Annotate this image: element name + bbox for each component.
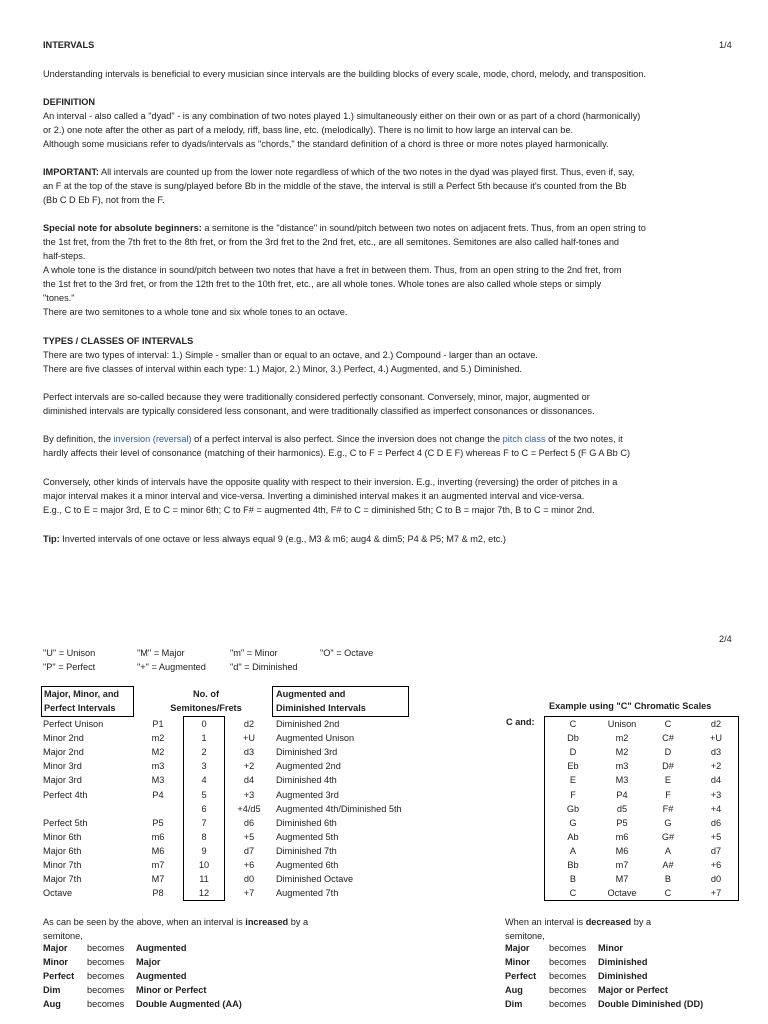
- interval-name: Octave: [43, 888, 73, 899]
- becomes-text: becomes: [87, 971, 125, 981]
- result-class: Diminished: [598, 957, 648, 967]
- aug-dim-abbr: +5: [243, 831, 255, 842]
- aug-dim-name: Augmented Unison: [276, 733, 355, 744]
- table-row: [0, 759, 768, 773]
- becomes-text: becomes: [87, 943, 125, 953]
- note-enharmonic: C: [664, 719, 672, 729]
- semitone-count: 8: [201, 831, 207, 842]
- semitone-count: 5: [201, 789, 207, 800]
- interval-name: Major 7th: [43, 874, 82, 885]
- interval-label: M6: [615, 845, 629, 856]
- aug-dim-name: Diminished 2nd: [276, 719, 340, 729]
- conversely-paragraph: Conversely, other kinds of intervals have the opposite quality with respect to their inversion. E.g., inverting (reversing) the order of pitches in a major interval makes it a minor interval and vice-versa. Inverting a diminished interval makes it an augmented interval and vice-versa. E.g., C to E = major 3rd, E to C = minor 6th; C to F# = augmented 4th, F# to C = diminished 5th; C to B = major 7th, B to C = minor 2nd.: [43, 477, 618, 515]
- semitone-count: 9: [201, 845, 207, 856]
- interval-abbr: M3: [151, 775, 165, 786]
- interval-abbr-alt: +5: [710, 831, 722, 842]
- definition-heading: DEFINITION: [43, 97, 96, 107]
- legend-item: "U" = Unison: [43, 648, 96, 658]
- interval-name: Major 3rd: [43, 775, 82, 786]
- table-row: [0, 745, 768, 759]
- definition-section: [43, 95, 733, 151]
- interval-label: m2: [615, 733, 629, 744]
- interval-abbr-alt: d6: [710, 817, 722, 828]
- example-heading: Example using "C" Chromatic Scales: [549, 701, 712, 711]
- page-title: INTERVALS: [43, 40, 95, 50]
- interval-label: m6: [615, 831, 629, 842]
- aug-dim-abbr: d3: [243, 747, 255, 758]
- semitone-count: 7: [201, 817, 207, 828]
- interval-abbr: P5: [152, 817, 164, 828]
- interval-label: m7: [615, 860, 629, 870]
- becomes-text: becomes: [549, 999, 587, 1009]
- interval-name: Minor 3rd: [43, 761, 82, 772]
- types-section: TYPES / CLASSES OF INTERVALS There are two types of interval: 1.) Simple - smaller than or equal to an octave, and 2.) Compound - larger than an octave. There are five classes of interval within each type: 1.) Major, 2.) Minor, 3.) Perfect, 4.) Augmented, and 5.) Diminished.: [43, 334, 733, 376]
- note-chromatic: A: [569, 845, 577, 856]
- note-enharmonic: C#: [662, 733, 674, 744]
- aug-dim-abbr: +7: [243, 888, 255, 899]
- interval-label: M2: [615, 747, 629, 758]
- semitone-count: 6: [201, 803, 207, 814]
- interval-name: Perfect Unison: [43, 719, 104, 729]
- table-row: [0, 816, 768, 830]
- interval-class: Aug: [43, 999, 61, 1009]
- definition-line: An interval - also called a "dyad" - is any combination of two notes played 1.) simultaneously either on their own or as part of a chord (harmonically): [43, 111, 641, 121]
- legend-item: "M" = Major: [137, 648, 185, 658]
- note-chromatic: Gb: [566, 803, 580, 814]
- note-chromatic: Ab: [567, 831, 579, 842]
- aug-dim-name: Augmented 5th: [276, 831, 339, 842]
- interval-class: Dim: [505, 999, 523, 1009]
- c-and-label: C and:: [506, 717, 535, 727]
- note-chromatic: Bb: [567, 860, 579, 870]
- interval-label: Octave: [607, 888, 637, 899]
- note-chromatic: F: [570, 789, 576, 800]
- interval-abbr-alt: d4: [710, 775, 722, 786]
- result-class: Major or Perfect: [598, 985, 668, 995]
- becomes-text: becomes: [549, 957, 587, 967]
- aug-dim-name: Augmented 2nd: [276, 761, 341, 772]
- result-class: Double Augmented (AA): [136, 999, 242, 1009]
- interval-label: Unison: [607, 719, 637, 729]
- legend-item: "d" = Diminished: [230, 662, 298, 672]
- interval-label: P5: [616, 817, 628, 828]
- interval-abbr: m2: [151, 733, 165, 744]
- pitch-class-link[interactable]: pitch class: [502, 434, 546, 444]
- table-row: [0, 830, 768, 844]
- note-enharmonic: E: [664, 775, 672, 786]
- interval-class: Aug: [505, 985, 523, 995]
- interval-class: Minor: [505, 957, 531, 967]
- header-right: Augmented and Diminished Intervals: [276, 689, 366, 713]
- types-heading: TYPES / CLASSES OF INTERVALS: [43, 336, 194, 346]
- table-row: [0, 886, 768, 900]
- interval-class: Perfect: [43, 971, 75, 981]
- aug-dim-abbr: d7: [243, 845, 255, 856]
- interval-name: Major 2nd: [43, 747, 84, 758]
- definition-line: or 2.) one note after the other as part of a melody, riff, bass line, etc. (melodically). There is no limit to how large an interval can be.: [43, 125, 574, 135]
- result-class: Augmented: [136, 943, 187, 953]
- interval-abbr-alt: d7: [710, 845, 722, 856]
- aug-dim-name: Diminished 4th: [276, 775, 337, 786]
- interval-abbr-alt: d0: [710, 874, 722, 885]
- semitone-count: 1: [201, 733, 207, 744]
- interval-abbr-alt: +U: [709, 733, 722, 744]
- note-enharmonic: D: [664, 747, 672, 758]
- becomes-text: becomes: [87, 999, 125, 1009]
- note-enharmonic: A#: [662, 860, 674, 870]
- decreased-intro: When an interval is decreased by a semitone,: [505, 917, 652, 941]
- becomes-text: becomes: [87, 985, 125, 995]
- table-row: [0, 788, 768, 802]
- important-section: IMPORTANT: All intervals are counted up from the lower note regardless of which of the two notes in the dyad was played first. Thus, even if, say, an F at the top of the stave is sung/played before Bb in the middle of the stave, the interval is still a Perfect 5th because it's counted from the Bb (Bb C D Eb F), not from the F.: [43, 167, 635, 205]
- semitone-count: 10: [198, 860, 210, 870]
- legend-item: "+" = Augmented: [137, 662, 206, 672]
- result-class: Minor: [598, 943, 624, 953]
- aug-dim-name: Diminished Octave: [276, 874, 354, 885]
- aug-dim-name: Augmented 3rd: [276, 789, 339, 800]
- result-class: Double Diminished (DD): [598, 999, 704, 1009]
- interval-abbr-alt: d2: [710, 719, 722, 729]
- interval-abbr: M7: [151, 874, 165, 885]
- result-class: Major: [136, 957, 161, 967]
- table-row: [0, 872, 768, 886]
- interval-label: P4: [616, 789, 628, 800]
- interval-class: Dim: [43, 985, 61, 995]
- becomes-text: becomes: [549, 943, 587, 953]
- result-class: Minor or Perfect: [136, 985, 207, 995]
- interval-label: M3: [615, 775, 629, 786]
- legend-item: "P" = Perfect: [43, 662, 96, 672]
- semitone-count: 4: [201, 775, 207, 786]
- interval-abbr-alt: +2: [710, 761, 722, 772]
- interval-label: m3: [615, 761, 629, 772]
- interval-label: M7: [615, 874, 629, 885]
- intro-paragraph: Understanding intervals is beneficial to every musician since intervals are the building blocks of every scale, mode, chord, melody, and transposition.: [43, 69, 646, 79]
- interval-abbr: P8: [152, 888, 164, 899]
- note-enharmonic: A: [664, 845, 672, 856]
- aug-dim-name: Diminished 6th: [276, 817, 337, 828]
- table-row: [0, 731, 768, 745]
- legend-item: "m" = Minor: [230, 648, 278, 658]
- interval-name: Perfect 5th: [43, 817, 88, 828]
- semitone-count: 12: [198, 888, 210, 899]
- note-enharmonic: D#: [662, 761, 674, 772]
- inversion-paragraph: By definition, the inversion (reversal) of a perfect interval is also perfect. Since the inversion does not change the pitch class of the two notes, it hardly affects their level of consonance (matching of their harmonics). E.g., C to F = Perfect 4 (C D E F) whereas F to C = Perfect 5 (F G A Bb C): [43, 434, 631, 458]
- aug-dim-name: Diminished 7th: [276, 845, 337, 856]
- aug-dim-name: Diminished 3rd: [276, 747, 338, 758]
- increased-intro: As can be seen by the above, when an interval is increased by a semitone,: [43, 917, 309, 941]
- note-enharmonic: F: [665, 789, 671, 800]
- becomes-text: becomes: [87, 957, 125, 967]
- note-enharmonic: F#: [662, 803, 674, 814]
- interval-abbr-alt: +3: [710, 789, 722, 800]
- interval-class: Perfect: [505, 971, 537, 981]
- semitone-count: 0: [201, 719, 207, 729]
- note-enharmonic: B: [664, 874, 672, 885]
- header-left: Major, Minor, and Perfect Intervals: [44, 689, 120, 713]
- note-chromatic: Db: [567, 733, 579, 744]
- aug-dim-name: Augmented 7th: [276, 888, 339, 899]
- interval-name: Minor 7th: [43, 860, 82, 870]
- note-chromatic: D: [569, 747, 577, 758]
- table-row: [0, 717, 768, 731]
- aug-dim-abbr: +U: [242, 733, 255, 744]
- beginners-label: Special note for absolute beginners:: [43, 223, 202, 233]
- semitone-count: 2: [201, 747, 207, 758]
- interval-class: Major: [505, 943, 530, 953]
- aug-dim-abbr: +4/d5: [237, 803, 261, 814]
- result-class: Diminished: [598, 971, 648, 981]
- interval-abbr-alt: +6: [710, 860, 722, 870]
- aug-dim-abbr: +3: [243, 789, 255, 800]
- note-chromatic: G: [569, 817, 577, 828]
- note-enharmonic: G: [664, 817, 672, 828]
- table-row: [0, 858, 768, 872]
- interval-name: Minor 2nd: [43, 733, 84, 744]
- semitone-count: 11: [199, 874, 209, 885]
- interval-name: Perfect 4th: [43, 789, 88, 800]
- definition-line: Although some musicians refer to dyads/intervals as "chords," the standard definition of a chord is three or more notes played harmonically.: [43, 139, 609, 149]
- interval-abbr: P4: [152, 789, 164, 800]
- interval-name: Minor 6th: [43, 831, 82, 842]
- interval-abbr-alt: +4: [710, 803, 722, 814]
- interval-abbr: M2: [151, 747, 165, 758]
- aug-dim-name: Augmented 4th/Diminished 5th: [276, 803, 402, 814]
- semitone-count: 3: [201, 761, 207, 772]
- aug-dim-abbr: d0: [243, 874, 255, 885]
- aug-dim-abbr: +6: [243, 860, 255, 870]
- aug-dim-abbr: d4: [243, 775, 255, 786]
- interval-abbr: m6: [151, 831, 165, 842]
- interval-class: Major: [43, 943, 68, 953]
- tip-label: Tip:: [43, 534, 60, 544]
- becomes-text: becomes: [549, 971, 587, 981]
- interval-abbr: P1: [152, 719, 164, 729]
- aug-dim-abbr: d6: [243, 817, 255, 828]
- note-chromatic: C: [569, 888, 577, 899]
- interval-abbr: m3: [151, 761, 165, 772]
- interval-abbr-alt: +7: [710, 888, 722, 899]
- aug-dim-name: Augmented 6th: [276, 860, 339, 870]
- note-chromatic: Eb: [567, 761, 579, 772]
- interval-name: Major 6th: [43, 845, 82, 856]
- interval-abbr-alt: d3: [710, 747, 722, 758]
- note-chromatic: E: [569, 775, 577, 786]
- result-class: Augmented: [136, 971, 187, 981]
- header-mid: No. of Semitones/Frets: [170, 689, 242, 713]
- perfect-paragraph: Perfect intervals are so-called because they were traditionally considered perfectly consonant. Conversely, minor, major, augmented or diminished intervals are typically considered less consonant, and were traditionally classified as imperfect consonances or dissonances.: [43, 392, 595, 416]
- note-chromatic: B: [569, 874, 577, 885]
- aug-dim-abbr: d2: [243, 719, 255, 729]
- interval-abbr: M6: [151, 845, 165, 856]
- interval-label: d5: [616, 803, 628, 814]
- important-label: IMPORTANT:: [43, 167, 99, 177]
- page-number-2: 2/4: [719, 634, 732, 644]
- note-chromatic: C: [569, 719, 577, 729]
- note-enharmonic: C: [664, 888, 672, 899]
- legend-item: "O" = Octave: [320, 648, 374, 658]
- tip-paragraph: Tip: Inverted intervals of one octave or less always equal 9 (e.g., M3 & m6; aug4 & dim5; P4 & P5; M7 & m2, etc.): [43, 534, 506, 544]
- aug-dim-abbr: +2: [243, 761, 255, 772]
- inversion-link[interactable]: inversion (reversal): [113, 434, 192, 444]
- interval-class: Minor: [43, 957, 69, 967]
- beginners-note: Special note for absolute beginners: a semitone is the "distance" in sound/pitch between two notes on adjacent frets. Thus, from an open string to the 1st fret, from the 7th fret to the 8th fret, or from the 3rd fret to the 2nd fret, etc., are all semitones. Semitones are also called half-tones and half-steps. A whole tone is the distance in sound/pitch between two notes that have a fret in between them. Thus, from an open string to the 2nd fret, from the 1st fret to the 3rd fret, or from the 12th fret to the 10th fret, etc., are all whole tones. Whole tones are also called whole steps or simply "tones." There are two semitones to a whole tone and six whole tones to an octave.: [43, 223, 646, 317]
- table-row: [0, 844, 768, 858]
- page-number: 1/4: [719, 40, 732, 50]
- table-row: [0, 802, 768, 816]
- table-row: [0, 773, 768, 787]
- becomes-text: becomes: [549, 985, 587, 995]
- interval-abbr: m7: [151, 860, 165, 870]
- note-enharmonic: G#: [661, 831, 675, 842]
